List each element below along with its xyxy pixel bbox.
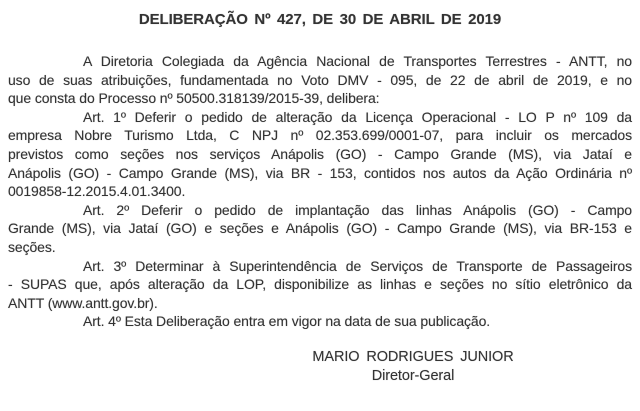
paragraph (8, 108, 632, 201)
paragraph-line: Art. 4º Esta Deliberação entra em vigor na data de sua publicação. (83, 313, 491, 330)
document-title: DELIBERAÇÃO Nº 427, DE 30 DE ABRIL DE 2019 (138, 11, 502, 28)
paragraph (8, 201, 632, 257)
document-body (8, 52, 632, 331)
paragraph-line: 0019858-12.2015.4.01.3400. (8, 183, 186, 200)
paragraph-line: A Diretoria Colegiada da Agência Nacional de Transportes Terrestres - ANTT, no (83, 53, 632, 69)
paragraph (8, 312, 632, 331)
paragraph-line: uso de suas atribuições, fundamentada no Voto DMV - 095, de 22 de abril de 2019, e no (8, 71, 632, 88)
paragraph-line: Art. 2º Deferir o pedido de implantação das linhas Anápolis (GO) - Campo (83, 201, 632, 218)
signatory-role: Diretor-Geral (371, 368, 455, 385)
paragraph-line: seções. (8, 238, 56, 255)
paragraph-line: empresa Nobre Turismo Ltda, C NPJ nº 02.353.699/0001-07, para incluir os mercados (8, 127, 632, 144)
paragraph-line: Grande (MS), via Jataí (GO) e seções e Anápolis (GO) - Campo Grande (MS), via BR-153 e (8, 220, 632, 237)
paragraph-line: Art. 1º Deferir o pedido de alteração da Licença Operacional - LO P nº 109 da (83, 108, 632, 125)
paragraph-line: Art. 3º Determinar à Superintendência de Serviços de Transporte de Passageiros (83, 257, 632, 274)
paragraph-line: ANTT (www.antt.gov.br). (8, 294, 158, 311)
paragraph-line: Anápolis (GO) - Campo Grande (MS), via BR - 153, contidos nos autos da Ação Ordinária nº (8, 164, 632, 181)
paragraph-line: que consta do Processo nº 50500.318139/2015-39, delibera: (8, 90, 380, 107)
paragraph-line: - SUPAS que, após alteração da LOP, disponibilize as linhas e seções no sítio eletrônico da (8, 276, 632, 293)
signatory-name: MARIO RODRIGUES JUNIOR (312, 348, 514, 365)
signature-block (194, 348, 632, 387)
paragraph-line: previstos como seções nos serviços Anápolis (GO) - Campo Grande (MS), via Jataí e (8, 145, 632, 162)
paragraph (8, 257, 632, 313)
paragraph (8, 52, 632, 108)
